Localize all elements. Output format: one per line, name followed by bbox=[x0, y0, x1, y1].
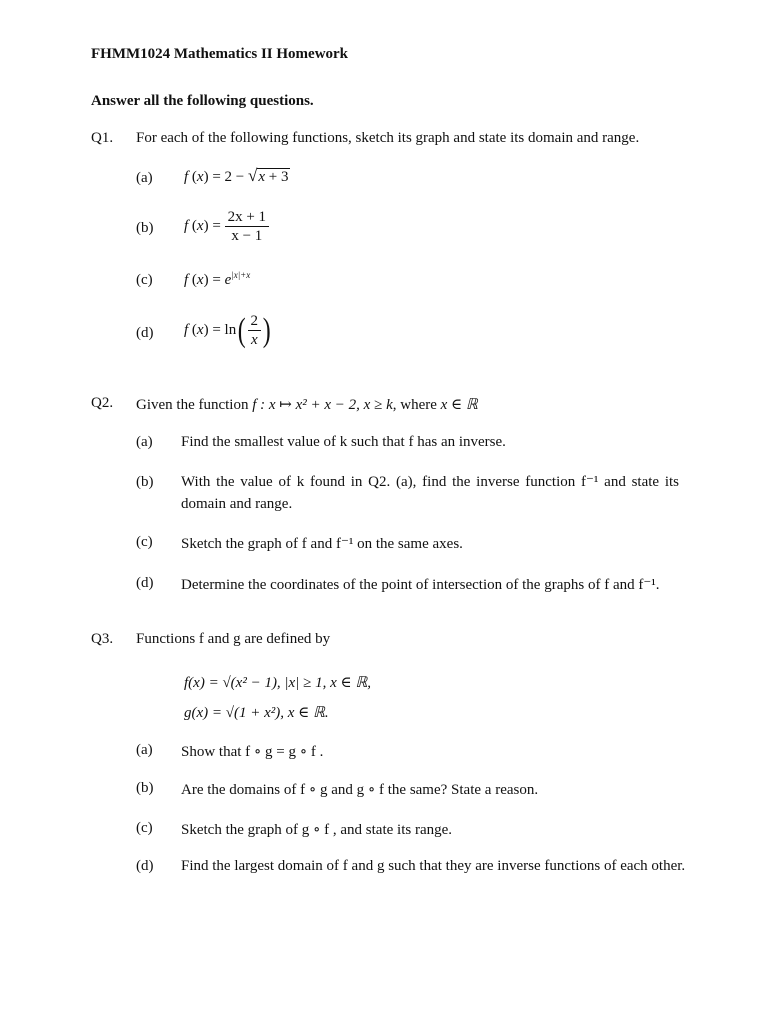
q1b-math: f (x) = $\frac{2x + 1}{x - 1}$ bbox=[184, 208, 269, 245]
course-title: FHMM1024 Mathematics II Homework bbox=[91, 46, 349, 62]
q3d-text: Find the largest domain of f and g such that they are inverse functions of each other. bbox=[181, 858, 686, 874]
q3b-text: Are the domains of f ∘ g and g ∘ f the same? State a reason. bbox=[181, 782, 539, 798]
q2b-label: (b) bbox=[136, 474, 154, 490]
q3-prompt: Functions f and g are defined by bbox=[136, 631, 331, 647]
q1-prompt: For each of the following functions, sketch its graph and state its domain and range. bbox=[136, 130, 640, 146]
q2-prompt-set: x ∈ ℝ bbox=[440, 397, 478, 413]
q2d-text: Determine the coordinates of the point of intersection of the graphs of f and f⁻¹. bbox=[181, 577, 660, 593]
q1d-denominator: x bbox=[250, 332, 258, 348]
q3d-label: (d) bbox=[136, 858, 154, 874]
q3b-label: (b) bbox=[136, 780, 154, 796]
q1d-label: (d) bbox=[136, 325, 154, 341]
q3-def-g: g(x) = √(1 + x²), x ∈ ℝ. bbox=[184, 705, 329, 721]
q2a-label: (a) bbox=[136, 434, 153, 450]
q2-prompt bbox=[136, 395, 478, 414]
q3a-label: (a) bbox=[136, 742, 153, 758]
q1c-exponent: |x|+x bbox=[231, 270, 251, 280]
q3a-text: Show that f ∘ g = g ∘ f . bbox=[181, 744, 324, 760]
q1b-label: (b) bbox=[136, 220, 154, 236]
q3-number: Q3. bbox=[91, 631, 114, 647]
q2-prompt-math: f : x ↦ x² + x − 2, x ≥ k bbox=[252, 397, 393, 413]
q2-prompt-post: , where bbox=[392, 397, 437, 413]
q3-def-f: f(x) = √(x² − 1), |x| ≥ 1, x ∈ ℝ, bbox=[184, 675, 371, 691]
q2b-text: With the value of k found in Q2. (a), find the inverse function f⁻¹ and state its domain and range. bbox=[181, 474, 679, 512]
q1c-label: (c) bbox=[136, 272, 153, 288]
q3c-text: Sketch the graph of g ∘ f , and state its range. bbox=[181, 822, 453, 838]
q2c-text: Sketch the graph of f and f⁻¹ on the same axes. bbox=[181, 536, 463, 552]
q1d-math: f (x) = ln( $\frac{2}{x}$ ) bbox=[184, 311, 271, 349]
q1d-numerator: 2 bbox=[248, 312, 262, 331]
q3c-label: (c) bbox=[136, 820, 153, 836]
q1-number: Q1. bbox=[91, 130, 114, 146]
q2d-label: (d) bbox=[136, 575, 154, 591]
q2-prompt-pre: Given the function bbox=[136, 397, 249, 413]
instruction: Answer all the following questions. bbox=[91, 93, 314, 109]
q1a-label: (a) bbox=[136, 170, 153, 186]
q1c-math: f $(x) = e^{|x|+x}$ bbox=[184, 270, 251, 288]
q2-number: Q2. bbox=[91, 395, 114, 411]
q1b-denominator: x − 1 bbox=[231, 228, 263, 244]
q1a-math: f (x) = 2 − √x + 3 bbox=[184, 166, 289, 185]
q2c-label: (c) bbox=[136, 534, 153, 550]
q1b-numerator: 2x + 1 bbox=[225, 208, 269, 227]
q2a-text: Find the smallest value of k such that f has an inverse. bbox=[181, 434, 506, 450]
